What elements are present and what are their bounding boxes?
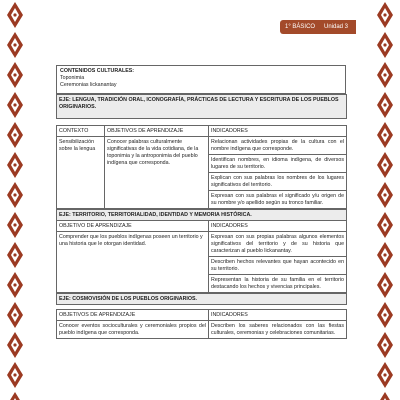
column-header-objective: OBJETIVO DE APRENDIZAJE: [57, 221, 209, 232]
objective-cell: Conocer palabras culturalmente significativas de la vida cotidiana, de la toponimia y la antroponimia del pueblo indígena que corresponda.: [105, 137, 209, 209]
indicator-item: Describen los saberes relacionados con las fiestas culturales, ceremonias y celebraciones comunitarias.: [209, 321, 347, 339]
curriculum-document: [56, 65, 346, 339]
indicators-cell: [209, 137, 347, 209]
indicators-cell: [209, 232, 347, 293]
cultural-contents-table: [56, 65, 346, 94]
indicator-item: Relacionan actividades propias de la cultura con el nombre indígena que corresponde.: [209, 137, 346, 155]
column-header-indicators: INDICADORES: [209, 310, 347, 321]
left-decorative-border: [6, 0, 24, 400]
objective-cell: Conocer eventos socioculturales y ceremoniales propios del pueblo indígena que corresponda.: [57, 321, 209, 339]
axis-territory-table: [56, 209, 347, 293]
column-header-indicators: INDICADORES: [209, 221, 347, 232]
column-header-objectives: OBJETIVOS DE APRENDIZAJE: [57, 310, 209, 321]
indicator-item: Expresan con sus propias palabras algunos elementos significativos del territorio y de su historia que caracterizan al pueblo lickanantay.: [209, 232, 346, 257]
grade-unit-badge: [280, 20, 356, 34]
column-header-context: CONTEXTO: [57, 126, 105, 137]
axis-territory-title: EJE: TERRITORIO, TERRITORIALIDAD, IDENTIDAD Y MEMORIA HISTÓRICA.: [57, 210, 347, 221]
column-header-indicators: INDICADORES: [209, 126, 347, 137]
spacer: [57, 119, 347, 126]
cultural-contents-cell: [57, 66, 346, 94]
context-cell: Sensibilización sobre la lengua: [57, 137, 105, 209]
cultural-item-ceremonies: Ceremonias lickanantay: [60, 82, 117, 88]
indicator-item: Identifican nombres, en idioma indígena, de diversos lugares de su territorio.: [209, 155, 346, 173]
indicator-item: Expresan con sus palabras el significado y/u origen de su nombre y/o apellido según su tronco familiar.: [211, 192, 345, 206]
axis-cosmovision-title: EJE: COSMOVISIÓN DE LOS PUEBLOS ORIGINARIOS.: [57, 294, 347, 305]
indicator-item: Describen hechos relevantes que hayan acontecido en su territorio.: [209, 257, 346, 275]
column-header-objectives: OBJETIVOS DE APRENDIZAJE: [105, 126, 209, 137]
axis-language-title: EJE: LENGUA, TRADICIÓN ORAL, ICONOGRAFÍA, PRÁCTICAS DE LECTURA Y ESCRITURA DE LOS PUEBLOS ORIGINARIOS.: [57, 95, 347, 119]
axis-cosmovision-table: [56, 293, 347, 339]
axis-language-table: [56, 94, 347, 209]
indicator-item: Explican con sus palabras los nombres de los lugares significativos del territorio.: [209, 173, 346, 191]
unit-label: Unidad 3: [324, 24, 349, 30]
objective-cell: Comprender que los pueblos indígenas poseen un territorio y una historia que le otorgan identidad.: [57, 232, 209, 293]
grade-label: 1° BÁSICO: [285, 24, 316, 30]
right-decorative-border: [376, 0, 394, 400]
cultural-contents-title: CONTENIDOS CULTURALES:: [60, 68, 135, 74]
cultural-item-toponymy: Toponimia: [60, 75, 85, 81]
indicator-item: Representan la historia de su familia en el territorio destacando los hechos y vivencias principales.: [211, 276, 345, 290]
